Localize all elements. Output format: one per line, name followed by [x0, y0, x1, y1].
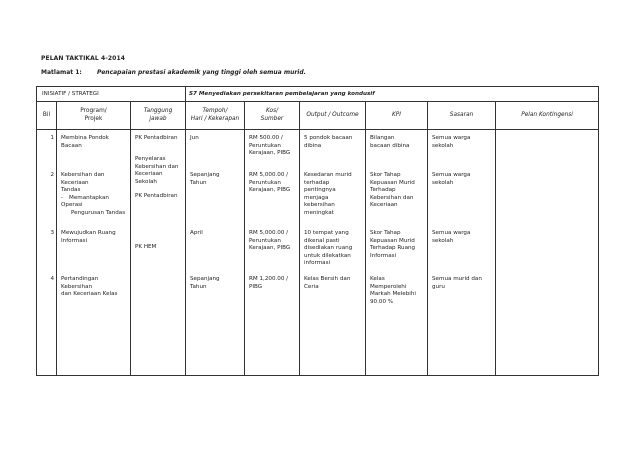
- row-2-kos: RM 5,000.00 / Peruntukan Kerajaan, PIBG: [249, 172, 291, 194]
- row-4-bil: 4: [50, 276, 54, 282]
- tempoh-column: [186, 130, 245, 376]
- header-output: Output / Outcome: [300, 102, 366, 130]
- row-2-kpi: Skor Tahap Kepuasan Murid Terhadap Kebersihan dan Keceriaan: [370, 172, 415, 209]
- row-2-tempoh: Sepanjang Tahun: [190, 172, 220, 186]
- output-column: [300, 130, 366, 376]
- strategy-row: [37, 87, 599, 102]
- header-tanggung-jawab: Tanggung jawab: [131, 102, 186, 130]
- row-4-kos: RM 1,200.00 / PIBG: [249, 276, 289, 290]
- header-bil: Bil: [37, 102, 57, 130]
- row-3-program: Mewujudkan Ruang Informasi: [61, 230, 116, 244]
- objective-label: Matlamat 1:: [41, 69, 82, 76]
- sasaran-column: [428, 130, 496, 376]
- plan-table: [36, 86, 599, 376]
- header-sasaran: Sasaran: [428, 102, 496, 130]
- row-1-kpi: Bilangan bacaan dibina: [370, 135, 410, 149]
- row-1-kos: RM 500.00 / Peruntukan Kerajaan, PIBG: [249, 135, 291, 157]
- header-program: Program/ Projek: [57, 102, 131, 130]
- kpi-column: [366, 130, 428, 376]
- strategy-label: INISIATIF / STRATEGI: [37, 87, 186, 102]
- row-1-program: Membina Pondok Bacaan: [61, 135, 109, 149]
- row-2-sasaran: Semua warga sekolah: [432, 172, 471, 186]
- row-3-sasaran: Semua warga sekolah: [432, 230, 471, 244]
- row-4-kpi: Kelas Memperolehi Markah Melebihi 90.00 %: [370, 276, 416, 305]
- row-2-tanggung: Penyelaras Kebersihan dan Keceriaan Sekolah PK Pentadbiran: [135, 156, 182, 201]
- row-3-tanggung: PK HEM: [135, 244, 157, 250]
- row-3-kos: RM 5,000.00 / Peruntukan Kerajaan, PIBG: [249, 230, 291, 252]
- bil-column: [37, 130, 57, 376]
- row-1-tempoh: Jun: [190, 135, 199, 141]
- row-4-sasaran: Semua murid dan guru: [432, 276, 482, 290]
- row-1-bil: 1: [50, 135, 54, 141]
- row-4-program: Pertandingan Kebersihan dan Keceriaan Kelas: [61, 276, 118, 298]
- header-tempoh: Tempoh/ Hari / Kekerapan: [186, 102, 245, 130]
- row-2-program: Kebersihan dan Keceriaan Tandas - Memantapkan Operasi Pengurusan Tandas: [61, 172, 126, 216]
- tanggung-jawab-column: [131, 130, 186, 376]
- row-4-tempoh: Sepanjang Tahun: [190, 276, 220, 290]
- kos-column: [245, 130, 300, 376]
- kontingensi-column: [496, 130, 599, 376]
- row-3-kpi: Skor Tahap Kepuasan Murid Terhadap Ruang Informasi: [370, 230, 416, 259]
- row-3-bil: 3: [50, 230, 54, 236]
- row-2-output: Kesedaran murid terhadap pentingnya menjaga kebersihan meningkat: [304, 172, 352, 216]
- header-kos: Kos/ Sumber: [245, 102, 300, 130]
- strategy-text: S7 Menyediakan persekitaran pembelajaran yang kondusif: [186, 87, 599, 102]
- row-2-tanggung-2: PK Pentadbiran: [135, 193, 178, 200]
- table-body-row: [37, 130, 599, 376]
- objective-line: [41, 69, 306, 76]
- row-1-output: 5 pondok bacaan dibina: [304, 135, 353, 149]
- row-3-tempoh: April: [190, 230, 203, 236]
- header-kontingensi: Pelan Kontingensi: [496, 102, 599, 130]
- row-1-sasaran: Semua warga sekolah: [432, 135, 471, 149]
- program-column: [57, 130, 131, 376]
- row-3-output: 10 tempat yang dikenal pasti disediakan ruang untuk dilekatkan informasi: [304, 230, 353, 267]
- row-2-bil: 2: [50, 172, 54, 178]
- row-2-program-sub: - Memantapkan Operasi: [61, 194, 109, 209]
- objective-text: Pencapaian prestasi akademik yang tinggi oleh semua murid.: [97, 69, 306, 76]
- page-title: PELAN TAKTIKAL 4-2014: [41, 55, 125, 62]
- header-row: [37, 102, 599, 130]
- row-4-output: Kelas Bersih dan Ceria: [304, 276, 351, 290]
- header-kpi: KPI: [366, 102, 428, 130]
- row-1-tanggung: PK Pentadbiran: [135, 135, 178, 141]
